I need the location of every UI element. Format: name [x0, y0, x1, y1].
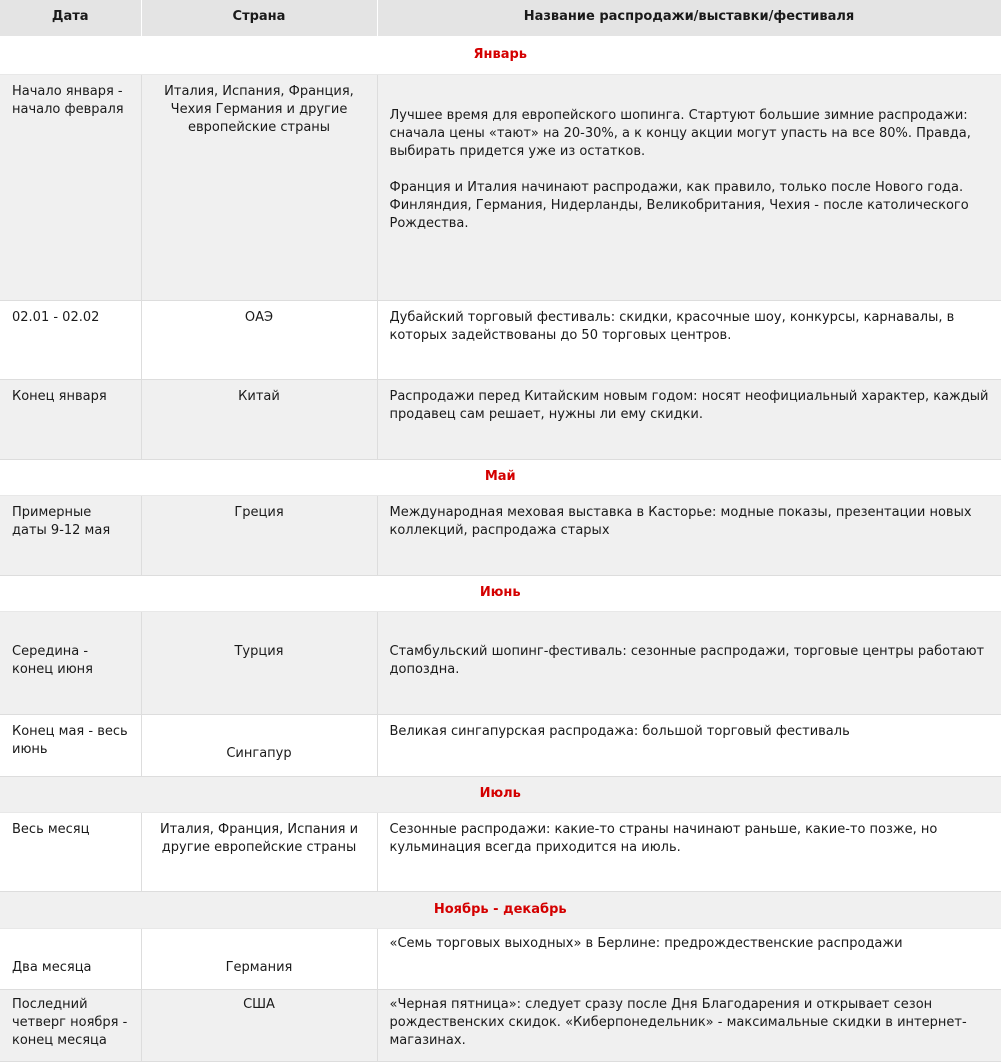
- row-description-paragraph: «Семь торговых выходных» в Берлине: предрождественские распродажи: [389, 935, 903, 951]
- month-row-july: [0, 776, 1001, 812]
- header-name: Название распродажи/выставки/фестиваля: [377, 0, 1001, 36]
- row-country: Италия, Франция, Испания и другие европейские страны: [141, 812, 377, 891]
- row-description: [377, 379, 1001, 459]
- row-country: Греция: [141, 495, 377, 575]
- month-label: Ноябрь - декабрь: [0, 891, 1001, 928]
- row-description: [377, 300, 1001, 379]
- table-row: [0, 714, 1001, 776]
- row-description: [377, 714, 1001, 776]
- row-country: Турция: [141, 611, 377, 714]
- month-label: Июль: [0, 776, 1001, 812]
- row-date: Последний четверг ноября - конец месяца: [0, 989, 141, 1061]
- table-row: [0, 812, 1001, 891]
- row-description-paragraph: Франция и Италия начинают распродажи, как правило, только после Нового года. Финляндия, Германия, Нидерланды, Великобритания, Чехия - после католического Рождества.: [389, 179, 969, 231]
- row-description: [377, 989, 1001, 1061]
- row-date: Середина - конец июня: [0, 611, 141, 714]
- row-description: [377, 812, 1001, 891]
- table-header-row: [0, 0, 1001, 36]
- row-description: [377, 611, 1001, 714]
- row-country: Китай: [141, 379, 377, 459]
- month-label: Май: [0, 459, 1001, 495]
- row-country: Германия: [141, 928, 377, 989]
- table-row: [0, 74, 1001, 300]
- row-date: Конец января: [0, 379, 141, 459]
- table-row: [0, 379, 1001, 459]
- row-description-paragraph: Сезонные распродажи: какие-то страны начинают раньше, какие-то позже, но кульминация всегда приходится на июль.: [389, 821, 938, 855]
- table-row: [0, 928, 1001, 989]
- row-description-paragraph: «Черная пятница»: следует сразу после Дня Благодарения и открывает сезон рождественских скидок. «Киберпонедельник» - максимальные скидки в интернет-магазинах.: [389, 996, 967, 1048]
- table-row: [0, 495, 1001, 575]
- row-date: Два месяца: [0, 928, 141, 989]
- month-row-may: [0, 459, 1001, 495]
- row-country: Италия, Испания, Франция, Чехия Германия и другие европейские страны: [141, 74, 377, 300]
- row-date: Примерные даты 9-12 мая: [0, 495, 141, 575]
- row-description-paragraph: Международная меховая выставка в Касторье: модные показы, презентации новых коллекций, распродажа старых: [389, 504, 972, 538]
- row-date: Начало января - начало февраля: [0, 74, 141, 300]
- header-country: Страна: [141, 0, 377, 36]
- row-description: [377, 928, 1001, 989]
- table-row: [0, 300, 1001, 379]
- month-label: Январь: [0, 36, 1001, 74]
- table-row: [0, 989, 1001, 1061]
- row-date: Конец мая - весь июнь: [0, 714, 141, 776]
- row-description-paragraph: Распродажи перед Китайским новым годом: носят неофициальный характер, каждый продавец сам решает, нужны ли ему скидки.: [389, 388, 989, 422]
- row-description-paragraph: Великая сингапурская распродажа: большой торговый фестиваль: [389, 723, 850, 739]
- row-description-paragraph: Лучшее время для европейского шопинга. Стартуют большие зимние распродажи: сначала цены «тают» на 20-30%, а к концу акции могут упасть на все 80%. Правда, выбирать придется уже из остатков.: [389, 107, 971, 159]
- row-date: 02.01 - 02.02: [0, 300, 141, 379]
- row-description-paragraph: Дубайский торговый фестиваль: скидки, красочные шоу, конкурсы, карнавалы, в которых задействованы до 50 торговых центров.: [389, 309, 955, 343]
- row-country: ОАЭ: [141, 300, 377, 379]
- row-date: Весь месяц: [0, 812, 141, 891]
- header-date: Дата: [0, 0, 141, 36]
- row-description-paragraph: Стамбульский шопинг-фестиваль: сезонные распродажи, торговые центры работают допоздна.: [389, 643, 985, 677]
- month-row-nov-dec: [0, 891, 1001, 928]
- row-country: Сингапур: [141, 714, 377, 776]
- row-description: [377, 495, 1001, 575]
- month-label: Июнь: [0, 575, 1001, 611]
- row-description: [377, 74, 1001, 300]
- month-row-june: [0, 575, 1001, 611]
- table-row: [0, 611, 1001, 714]
- row-country: США: [141, 989, 377, 1061]
- month-row-january: [0, 36, 1001, 74]
